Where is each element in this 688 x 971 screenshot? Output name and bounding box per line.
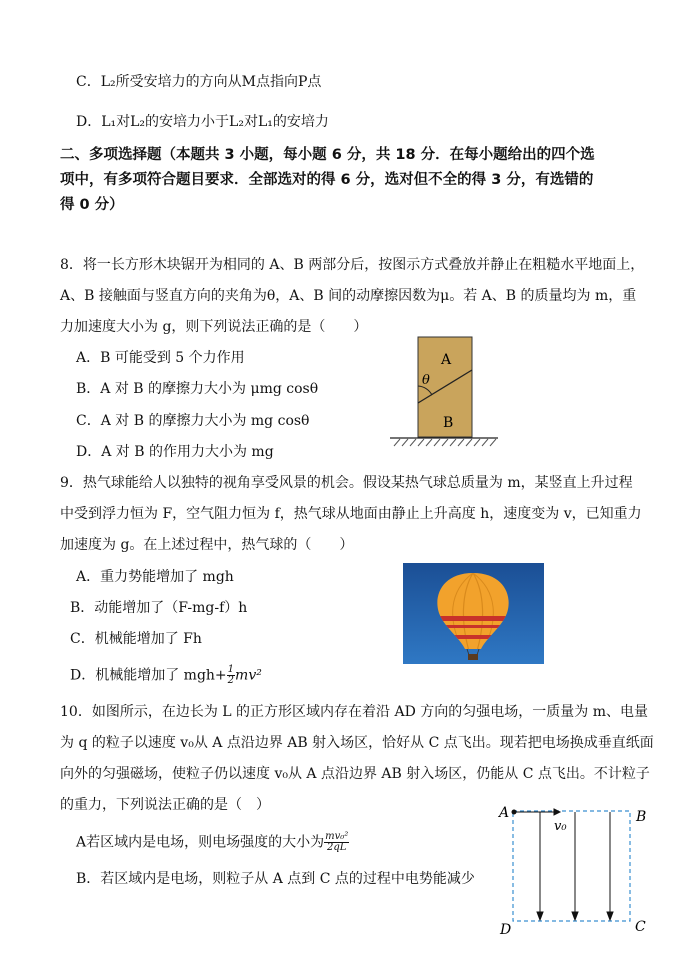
q9-option-d-suffix: mv² <box>235 667 262 684</box>
label-c: C <box>635 919 646 935</box>
q8-option-d: D．A 对 B 的作用力大小为 mg <box>76 444 274 460</box>
q9-option-b: B．动能增加了（F-mg-f）h <box>70 600 248 616</box>
label-d: D <box>500 922 512 938</box>
section2-heading-line3: 得 0 分） <box>60 197 124 213</box>
fraction-denominator: 2qL <box>326 842 347 853</box>
q8-block-figure <box>388 334 500 450</box>
q9-option-d-prefix: D．机械能增加了 mgh+ <box>70 667 227 684</box>
q9-option-d-fraction <box>227 665 235 686</box>
label-a: A <box>499 805 510 821</box>
q9-stem-line2: 中受到浮力恒为 F，空气阻力恒为 f，热气球从地面由静止上升高度 h，速度变为 v，已知重力 <box>60 506 642 522</box>
field-arrowhead <box>607 912 613 920</box>
q9-option-c: C．机械能增加了 Fh <box>70 631 202 647</box>
q10-stem-line1: 10．如图所示，在边长为 L 的正方形区域内存在着沿 AD 方向的匀强电场，一质量为 m、电量 <box>60 704 648 720</box>
block-label-b: B <box>443 415 454 431</box>
fraction-numerator: mv₀² <box>325 831 349 842</box>
q9-stem-line3: 加速度为 g。在上述过程中，热气球的（ ） <box>60 537 354 553</box>
block-label-a: A <box>441 352 452 368</box>
q10-option-b: B．若区域内是电场，则粒子从 A 点到 C 点的过程中电势能减少 <box>76 871 475 887</box>
theta-label: θ <box>422 373 430 388</box>
q8-stem-line2: A、B 接触面与竖直方向的夹角为θ，A、B 间的动摩擦因数为μ。若 A、B 的质量均为 m，重 <box>60 288 637 304</box>
hot-air-balloon-photo <box>403 563 544 664</box>
fraction-denominator: 2 <box>227 675 235 686</box>
ground-hatch <box>394 439 496 446</box>
fraction-numerator: 1 <box>227 664 235 675</box>
q9-option-d <box>70 665 262 686</box>
q8-option-c: C．A 对 B 的摩擦力大小为 mg cosθ <box>76 413 310 429</box>
q9-option-a: A．重力势能增加了 mgh <box>76 569 234 585</box>
q10-stem-line4: 的重力，下列说法正确的是（ ） <box>60 797 270 813</box>
q8-stem-line1: 8．将一长方形木块锯开为相同的 A、B 两部分后，按图示方式叠放并静止在粗糙水平地面上， <box>60 257 645 273</box>
q10-option-a-fraction <box>324 832 349 853</box>
balloon-basket <box>468 654 478 660</box>
label-b: B <box>636 809 647 825</box>
q7-option-d: D．L₁对L₂的安培力小于L₂对L₁的安培力 <box>76 114 329 130</box>
q10-stem-line3: 向外的匀强磁场，使粒子仍以速度 v₀从 A 点沿边界 AB 射入场区，仍能从 C 点飞出。不计粒子 <box>60 766 650 782</box>
q10-stem-line2: 为 q 的粒子以速度 v₀从 A 点沿边界 AB 射入场区，恰好从 C 点飞出。现若把电场换成垂直纸面 <box>60 735 654 751</box>
q8-stem-line3: 力加速度大小为 g，则下列说法正确的是（ ） <box>60 319 368 335</box>
label-v0: v₀ <box>554 819 567 834</box>
q10-field-figure <box>496 800 656 940</box>
velocity-arrowhead <box>554 809 560 815</box>
square-region <box>513 811 630 921</box>
q8-option-a: A．B 可能受到 5 个力作用 <box>76 350 245 366</box>
section2-heading-line1: 二、多项选择题（本题共 3 小题，每小题 6 分，共 18 分．在每小题给出的四个选 <box>60 147 595 163</box>
field-arrowhead <box>572 912 578 920</box>
q10-option-a-prefix: A若区域内是电场，则电场强度的大小为 <box>76 834 325 851</box>
q8-option-b: B．A 对 B 的摩擦力大小为 μmg cosθ <box>76 381 319 397</box>
q9-stem-line1: 9．热气球能给人以独特的视角享受风景的机会。假设某热气球总质量为 m，某竖直上升过程 <box>60 475 633 491</box>
q7-option-c: C．L₂所受安培力的方向从M点指向P点 <box>76 74 322 90</box>
section2-heading-line2: 项中，有多项符合题目要求．全部选对的得 6 分，选对但不全的得 3 分，有选错的 <box>60 172 594 188</box>
field-arrowhead <box>537 912 543 920</box>
q10-option-a <box>76 832 349 853</box>
